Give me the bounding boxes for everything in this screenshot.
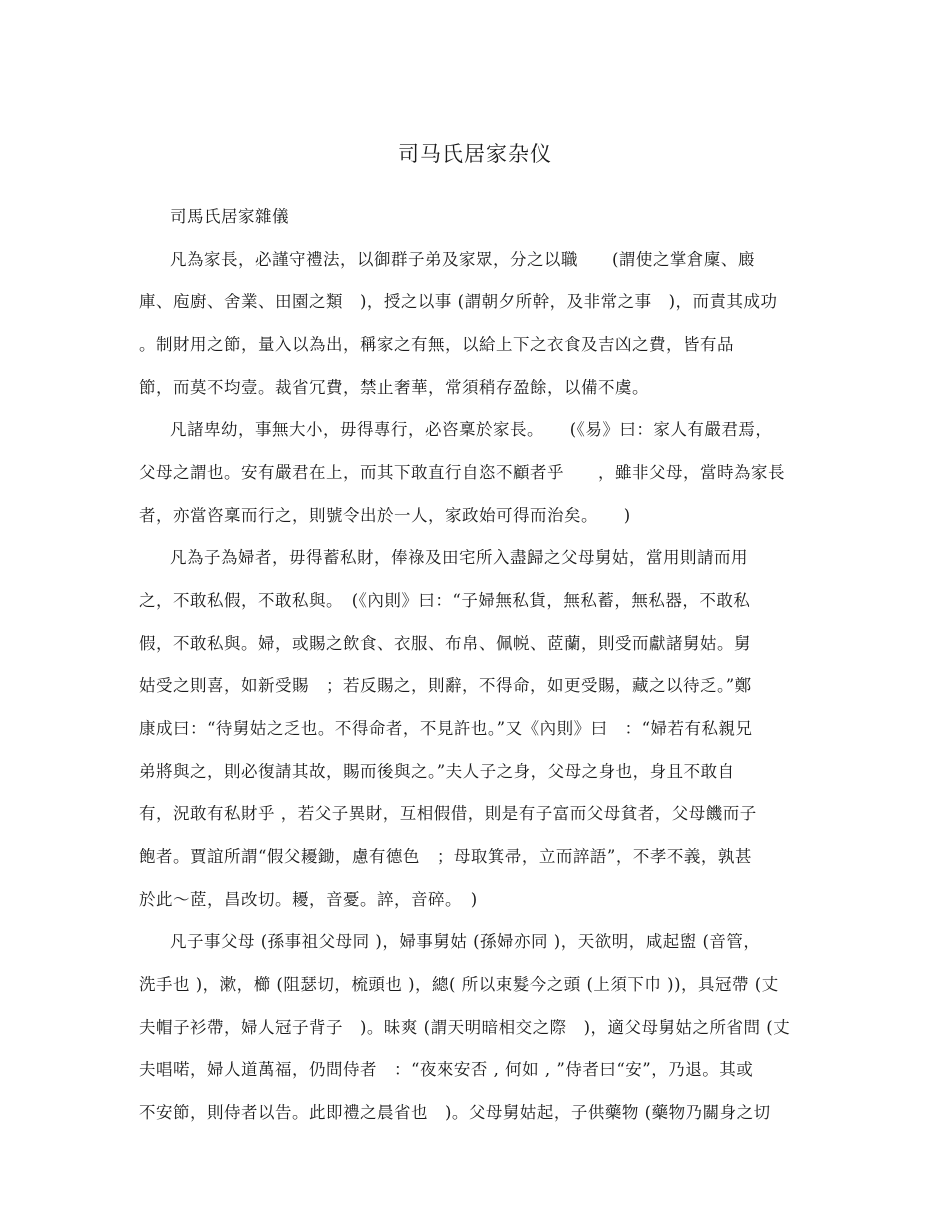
text-line: 父母之謂也。安有嚴君在上，而其下敢直行自恣不顧者乎 ，雖非父母，當時為家長 [139,463,785,482]
text-line: 弟將與之，則必復請其故，賜而後與之。”夫人子之身，父母之身也，身且不敢自 [139,762,735,781]
text-line: 不安節，則侍者以告。此即禮之晨省也 )。父母舅姑起，子供藥物 (藥物乃關身之切 [139,1103,771,1122]
text-line: 康成曰：“待舅姑之乏也。不得命者，不見許也。”又《內則》曰 ：“婦若有私親兄 [139,719,753,738]
section-heading: 司馬氏居家雜儀 [170,207,289,226]
text-line: 者，亦當咨稟而行之，則號令出於一人，家政始可得而治矣。 ) [139,506,631,525]
text-line: 姑受之則喜，如新受賜 ；若反賜之，則辭，不得命，如更受賜，藏之以待乏。”鄭 [139,676,752,695]
text-line: 洗手也 )，漱，櫛 (阻瑟切，梳頭也 )，總( 所以束髮今之頭 (上須下巾 ))，具冠帶 (丈 [139,975,779,994]
text-line: 夫唱喏，婦人道萬福，仍問侍者 ：“夜來安否 , 何如 , ”侍者曰“安”，乃退。其或 [139,1060,754,1079]
text-line: 庫、庖廚、舍業、田園之類 )，授之以事 (謂朝夕所幹，及非常之事 )，而責其成功 [139,292,778,311]
text-line: 於此～茝，昌改切。耰，音憂。誶，音碎。 ) [139,890,478,909]
text-line: 凡諸卑幼，事無大小，毋得專行，必咨稟於家長。 (《易》曰：家人有嚴君焉， [170,420,773,439]
document-title: 司马氏居家杂仪 [398,142,552,166]
text-line: 夫帽子衫帶，婦人冠子背子 )。昧爽 (謂天明暗相交之際 )，適父母舅姑之所省問 (丈 [139,1018,791,1037]
text-line: 凡子事父母 (孫事祖父母同 )，婦事舅姑 (孫婦亦同 )，天欲明，咸起盥 (音管， [170,932,761,951]
text-line: 飽者。賈誼所謂“假父耰鋤，慮有德色 ；母取箕帚，立而誶語”，不孝不義，孰甚 [139,847,752,866]
text-line: 凡為家長，必謹守禮法，以御群子弟及家眾，分之以職 (謂使之掌倉廩、廄 [170,250,755,269]
text-line: 有，況敢有私財乎 ，若父子異財，互相假借，則是有子富而父母貧者，父母饑而子 [139,804,757,823]
text-line: 凡為子為婦者，毋得蓄私財，俸祿及田宅所入盡歸之父母舅姑，當用則請而用 [170,548,748,567]
text-line: 之，不敢私假，不敢私與。 (《內則》曰：“子婦無私貨，無私蓄，無私器，不敢私 [139,591,751,610]
text-line: 。制財用之節，量入以為出，稱家之有無，以給上下之衣食及吉凶之費，皆有品 [139,335,734,354]
text-line: 假，不敢私與。婦，或賜之飲食、衣服、布帛、佩帨、茝蘭，則受而獻諸舅姑。舅 [139,634,751,653]
text-line: 節，而莫不均壹。裁省冗費，禁止奢華，常須稍存盈餘，以備不虞。 [139,378,649,397]
